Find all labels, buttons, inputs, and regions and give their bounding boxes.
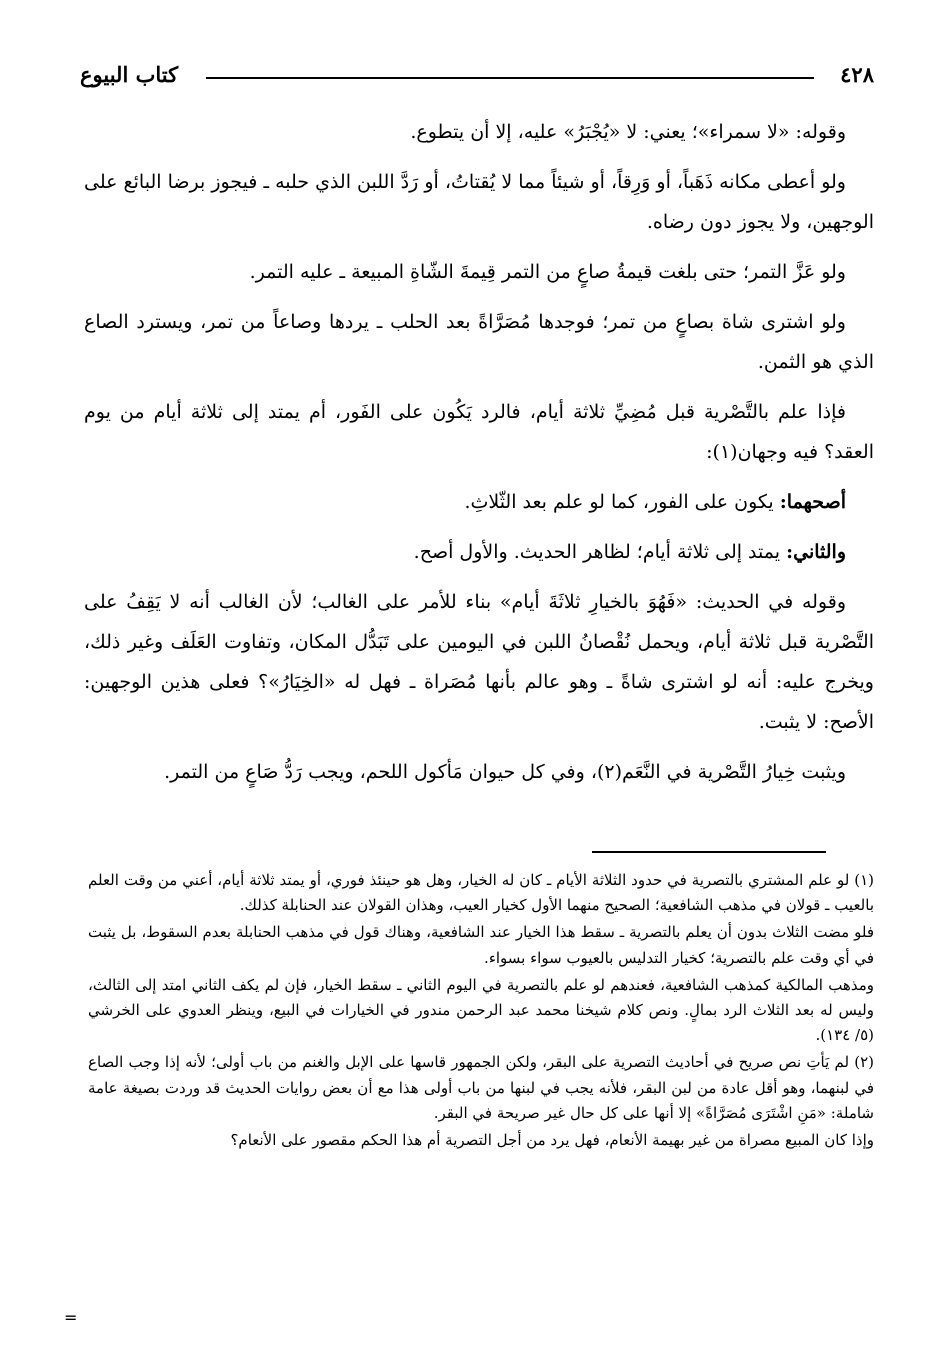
running-header xyxy=(80,62,874,102)
opinion-second-label: والثاني: xyxy=(786,541,846,563)
page-number: ٤٢٨ xyxy=(840,62,874,87)
paragraph: ويثبت خِيارُ التَّصْرية في النَّعَم(٢)، وفي كل حيوان مَأكول اللحم، ويجب رَدُّ صَاعٍ من التمر. xyxy=(164,761,846,783)
opinion-first-label: أصحهما: xyxy=(779,491,846,513)
paragraph: ولو عَزَّ التمر؛ حتى بلغت قيمةُ صاعٍ من التمر قِيمةَ الشّاةِ المبيعة ـ عليه التمر. xyxy=(249,261,846,283)
paragraph: ولو اشترى شاة بصاعٍ من تمر؛ فوجدها مُصَرَّاةً بعد الحلب ـ يردها وصاعاً من تمر، ويسترد الصاع الذي هو الثمن. xyxy=(84,311,874,373)
margin-mark: = xyxy=(64,1308,78,1327)
opinion-second xyxy=(84,532,874,572)
opinion-first-text: يكون على الفور، كما لو علم بعد الثّلاثِ. xyxy=(464,491,774,513)
paragraph: وقوله في الحديث: «فَهُوَ بالخيارِ ثلاثَةَ أيام» بناء للأمر على الغالب؛ لأن الغالب أنه لا يَقِفُ على التَّصْرية قبل ثلاثة أيام، ويحمل نُقْصانُ اللبن في اليومين على تَبَدُّل المكان، وتفاوت العَلَف وغير ذلك، ويخرج عليه: أنه لو اشترى شاةً ـ وهو عالم بأنها مُصَراة ـ فهل له «الخِيَارُ»؟ فعلى هذين الوجهين: الأصح: لا يثبت. xyxy=(84,591,874,733)
footnote: (١) لو علم المشتري بالتصرية في حدود الثلاثة الأيام ـ كان له الخيار، وهل هو حينئذ فوري، أو يمتد ثلاثة أيام، أعني من وقت العلم بالعيب ـ قولان في مذهب الشافعية؛ الصحيح منهما الأول كخيار العيب، وهذان القولان عند الحنابلة كذلك. xyxy=(88,871,874,915)
book-title: كتاب البيوع xyxy=(80,62,179,87)
opinion-first xyxy=(84,482,874,522)
footnotes xyxy=(88,868,874,1155)
paragraph: فإذا علم بالتَّصْرية قبل مُضِيِّ ثلاثة أيام، فالرد يَكُون على الفَور، أم يمتد إلى ثلاثة أيام من يوم العقد؟ فيه وجهان(١): xyxy=(84,401,874,463)
footnote: فلو مضت الثلاث بدون أن يعلم بالتصرية ـ سقط هذا الخيار عند الشافعية، وهناك قول في مذهب الحنابلة بعدم السقوط، بل يثبت في أي وقت علم بالتصرية؛ كخيار التدليس بالعيوب سواء بسواء. xyxy=(88,923,874,967)
main-text xyxy=(84,112,874,802)
footnote-separator xyxy=(592,851,826,853)
footnote: (٢) لم يَأتِ نص صريح في أحاديث التصرية على البقر، ولكن الجمهور قاسها على الإبل والغنم من باب أولى؛ لأنه إذا وجب الصاع في لبنهما، وهو أقل عادة من لبن البقر، فلأنه يجب في لبنها من باب أولى هذا مع أن بعض روايات الحديث قد وردت بصيغة عامة شاملة: «مَنِ اشْتَرَى مُصَرَّاةً» إلا أنها على كل حال غير صريحة في البقر. xyxy=(88,1053,874,1122)
header-rule xyxy=(206,77,814,79)
paragraph: ولو أعطى مكانه ذَهَباً، أو وَرِقاً، أو شيئاً مما لا يُقتاتُ، أو رَدَّ اللبن الذي حلبه ـ فيجوز برضا البائع على الوجهين، ولا يجوز دون رضاه. xyxy=(84,171,874,233)
footnote: ومذهب المالكية كمذهب الشافعية، فعندهم لو علم بالتصرية في اليوم الثاني ـ سقط الخيار، فإن لم يكف الثاني امتد إلى الثالث، وليس له بعد الثلاث الرد بمالٍ. ونص كلام شيخنا محمد عبد الرحمن مندور في الخيارات في البيع، وينظر العدوي على الخرشي (٥/ ١٣٤). xyxy=(88,975,874,1045)
footnote: وإذا كان المبيع مصراة من غير بهيمة الأنعام، فهل يرد من أجل التصرية أم هذا الحكم مقصور على الأنعام؟ xyxy=(230,1131,874,1150)
paragraph: وقوله: «لا سمراء»؛ يعني: لا «يُجْبَرُ» عليه، إلا أن يتطوع. xyxy=(410,121,846,143)
opinion-second-text: يمتد إلى ثلاثة أيام؛ لظاهر الحديث. والأول أصح. xyxy=(413,541,781,563)
